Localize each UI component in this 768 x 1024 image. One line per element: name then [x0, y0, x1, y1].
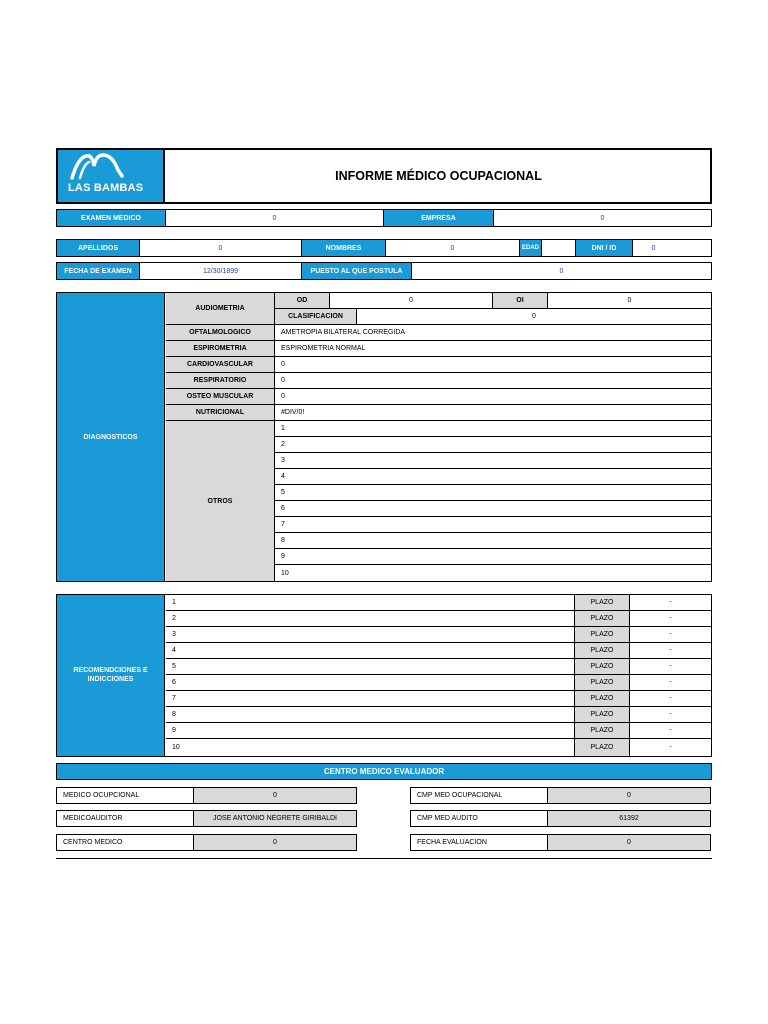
puesto-label: PUESTO AL QUE POSTULA	[301, 263, 411, 279]
recomendacion-row: 7	[166, 691, 574, 707]
empresa-label: EMPRESA	[383, 210, 493, 226]
oftalmologico-value: AMETROPIA BILATERAL CORREGIDA	[275, 325, 711, 341]
recomendacion-row: 5	[166, 659, 574, 675]
puesto-value: 0	[411, 263, 711, 279]
recomendacion-row: 9	[166, 723, 574, 739]
od-value: 0	[330, 293, 493, 309]
cmp-ocupacional-label: CMP MED OCUPACIONAL	[410, 787, 548, 804]
diagnosticos-section-label: DIAGNOSTICOS	[57, 293, 165, 581]
otros-row: 1	[275, 421, 711, 437]
plazo-label: PLAZO	[574, 707, 630, 723]
examen-medico-value: 0	[165, 210, 383, 226]
otros-row: 7	[275, 517, 711, 533]
od-label: OD	[275, 293, 330, 309]
cardiovascular-label: CARDIOVASCULAR	[166, 357, 275, 373]
plazo-label: PLAZO	[574, 611, 630, 627]
recomendacion-row: 3	[166, 627, 574, 643]
plazo-value: -	[630, 707, 711, 723]
edad-label: EDAD	[519, 240, 541, 256]
logo-block	[58, 150, 165, 202]
cmp-auditor-label: CMP MED AUDITO	[410, 810, 548, 827]
espirometria-label: ESPIROMETRIA	[166, 341, 275, 357]
recomendacion-row: 1	[166, 595, 574, 611]
medico-ocupacional-label: MEDICO OCUPCIONAL	[56, 787, 194, 804]
plazo-value: -	[669, 744, 672, 751]
centro-medico-value: 0	[193, 834, 357, 851]
plazo-label: PLAZO	[574, 723, 630, 739]
page-title: INFORME MÉDICO OCUPACIONAL	[335, 169, 542, 183]
fecha-examen-value: 12/30/1899	[139, 263, 301, 279]
nutricional-value: #DIV/0!	[275, 405, 711, 421]
cardiovascular-value: 0	[275, 357, 711, 373]
plazo-label: PLAZO	[574, 595, 630, 611]
logo-text: LAS BAMBAS	[68, 182, 144, 194]
otros-label: OTROS	[166, 421, 275, 581]
bottom-divider	[56, 858, 712, 859]
recomendacion-row: 8	[166, 707, 574, 723]
recomendaciones-section-label: RECOMENDCIONES E INDICCIONES	[57, 595, 165, 756]
plazo-label: PLAZO	[574, 643, 630, 659]
recomendacion-row: 4	[166, 643, 574, 659]
otros-row: 6	[275, 501, 711, 517]
clasificacion-label: CLASIFICACION	[275, 309, 357, 325]
examen-medico-label: EXAMEN MEDICO	[57, 210, 165, 226]
fecha-examen-label: FECHA DE EXAMEN	[57, 263, 139, 279]
cmp-auditor-value: 61392	[547, 810, 711, 827]
cmp-ocupacional-value: 0	[547, 787, 711, 804]
nombres-value: 0	[385, 240, 519, 256]
respiratorio-value: 0	[275, 373, 711, 389]
plazo-value: -	[630, 595, 711, 611]
otros-row: 8	[275, 533, 711, 549]
audiometria-label: AUDIOMETRIA	[166, 293, 275, 325]
osteo-muscular-value: 0	[275, 389, 711, 405]
empresa-value: 0	[493, 210, 711, 226]
recomendacion-row: 6	[166, 675, 574, 691]
dni-value: 0	[632, 240, 674, 256]
otros-row: 5	[275, 485, 711, 501]
clasificacion-value: 0	[357, 309, 711, 325]
centro-medico-label: CENTRO MEDICO	[56, 834, 194, 851]
centro-medico-title: CENTRO MEDICO EVALUADOR	[56, 763, 712, 780]
medico-ocupacional-value: 0	[193, 787, 357, 804]
medicoauditor-value: JOSE ANTONIO NEGRETE GIRIBALDI	[193, 810, 357, 827]
plazo-value: -	[630, 723, 711, 739]
plazo-label: PLAZO	[574, 627, 630, 643]
nutricional-label: NUTRICIONAL	[166, 405, 275, 421]
nombres-label: NOMBRES	[301, 240, 385, 256]
plazo-value: -	[630, 659, 711, 675]
oi-value: 0	[548, 293, 711, 309]
plazo-value: -	[630, 627, 711, 643]
plazo-value: -	[630, 643, 711, 659]
plazo-value: -	[630, 611, 711, 627]
fecha-evaluacion-value: 0	[547, 834, 711, 851]
las-bambas-mountain-icon	[66, 150, 126, 180]
otros-row: 4	[275, 469, 711, 485]
oi-label: OI	[493, 293, 548, 309]
fecha-evaluacion-label: FECHA EVALUACION	[410, 834, 548, 851]
respiratorio-label: RESPIRATORIO	[166, 373, 275, 389]
plazo-label: PLAZO	[574, 675, 630, 691]
espirometria-value: ESPIROMETRIA NORMAL	[275, 341, 711, 357]
plazo-label: PLAZO	[574, 739, 630, 756]
otros-row: 10	[281, 569, 289, 577]
oftalmologico-label: OFTALMOLOGICO	[166, 325, 275, 341]
plazo-label: PLAZO	[574, 659, 630, 675]
recomendacion-row: 10	[172, 744, 180, 751]
plazo-value: -	[630, 675, 711, 691]
otros-row: 9	[275, 549, 711, 565]
medicoauditor-label: MEDICOAUDITOR	[56, 810, 194, 827]
apellidos-value: 0	[139, 240, 301, 256]
recomendacion-row: 2	[166, 611, 574, 627]
otros-row: 2	[275, 437, 711, 453]
plazo-value: -	[630, 691, 711, 707]
apellidos-label: APELLIDOS	[57, 240, 139, 256]
plazo-label: PLAZO	[574, 691, 630, 707]
otros-row: 3	[275, 453, 711, 469]
osteo-muscular-label: OSTEO MUSCULAR	[166, 389, 275, 405]
edad-value	[541, 240, 575, 256]
dni-label: DNI / ID	[575, 240, 632, 256]
